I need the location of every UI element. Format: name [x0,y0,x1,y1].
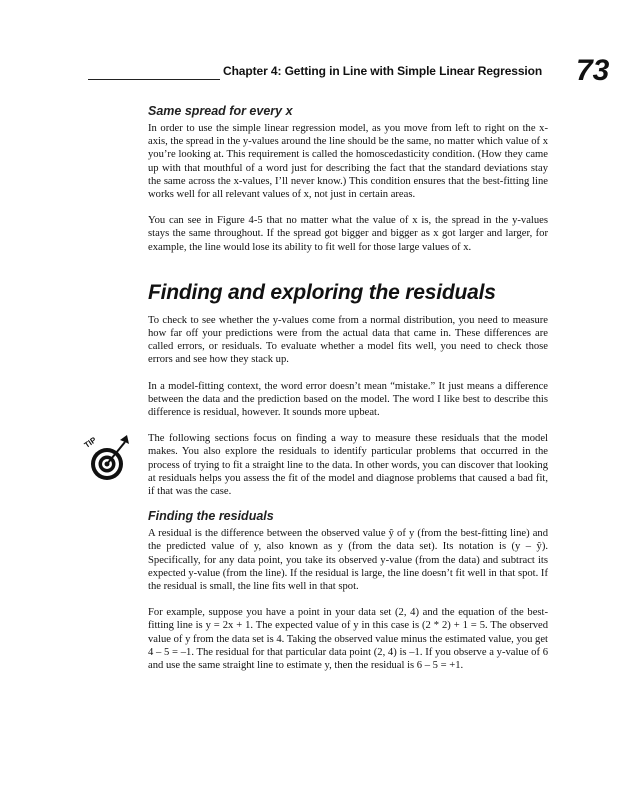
running-header [88,54,610,87]
paragraph-residual-example: For example, suppose you have a point in your data set (2, 4) and the equation of the best-fitting line is y = 2x + 1. The expected value of y in this case is (2 * 2) + 1 = 5. The observed value of y from the data set is 4. Taking the observed value minus the estimated value, you get 4 – 5 = –1. The residual for that particular data point (2, 4) is –1. If you observe a y-value of 6 and use the same straight line to estimate y, then the residual is 6 – 5 = +1. [148,607,548,672]
paragraph-errors-residuals: To check to see whether the y-values come from a normal distribution, you need to measure how far off your predictions were from the actual data that came in. These differences are called errors, or residuals. To evaluate whether a model fits well, you need to check those errors and see how they stack up. [148,314,548,366]
paragraph-figure-4-5: You can see in Figure 4-5 that no matter what the value of x is, the spread in the y-values stays the same throughout. If the spread got bigger and bigger as x got larger and larger, for example, the line would lose its ability to fit well for those large values of x. [148,215,548,253]
paragraph-residual-definition: A residual is the difference between the observed value ŷ of y (from the best-fitting line) and the predicted value of y, also known as y (from the data set). Its notation is (y – ŷ). Specifically, for any data point, you take its observed y-value (from the data) and subtract its expected y-value (from the line). If the residual is large, the line doesn’t fit well in that spot. If the residual is small, the line fits well in that spot. [148,528,548,593]
tip-label: TIP [83,435,99,450]
paragraph-following-sections: The following sections focus on finding a way to measure these residuals that the model makes. You also explore the residuals to identify particular problems that occurred in the process of trying to fit a straight line to the data. In other words, you can discover that looking at residuals helps you assess the fit of the model and diagnose problems that caused a bad fit, if that was the case. [148,433,548,498]
heading-finding-exploring-residuals: Finding and exploring the residuals [148,280,496,304]
paragraph-homoscedasticity: In order to use the simple linear regression model, as you move from left to right on the x-axis, the spread in the y-values around the line should be the same, no matter which value of x you’re looking at. This requirement is called the homoscedasticity condition. (How they came up with that mouthful of a word just for describing the fact that the standard deviations stay the same across the x-values, I’ll never know.) This condition ensures that the best-fitting line works well for all relevant values of x, not just in certain areas. [148,123,548,201]
heading-finding-residuals: Finding the residuals [148,509,274,524]
page-number: 73 [576,54,610,87]
header-rule [88,79,220,80]
chapter-title: Chapter 4: Getting in Line with Simple Linear Regression [223,64,543,78]
tip-target-icon [83,432,133,482]
page-content [148,104,548,672]
tip-paragraph: In a model-fitting context, the word error doesn’t mean “mistake.” It just means a difference between the data and the prediction based on the model. The word I like best to describe this difference is residual, however. It sounds more upbeat. [148,380,548,419]
heading-same-spread: Same spread for every x [148,104,293,118]
